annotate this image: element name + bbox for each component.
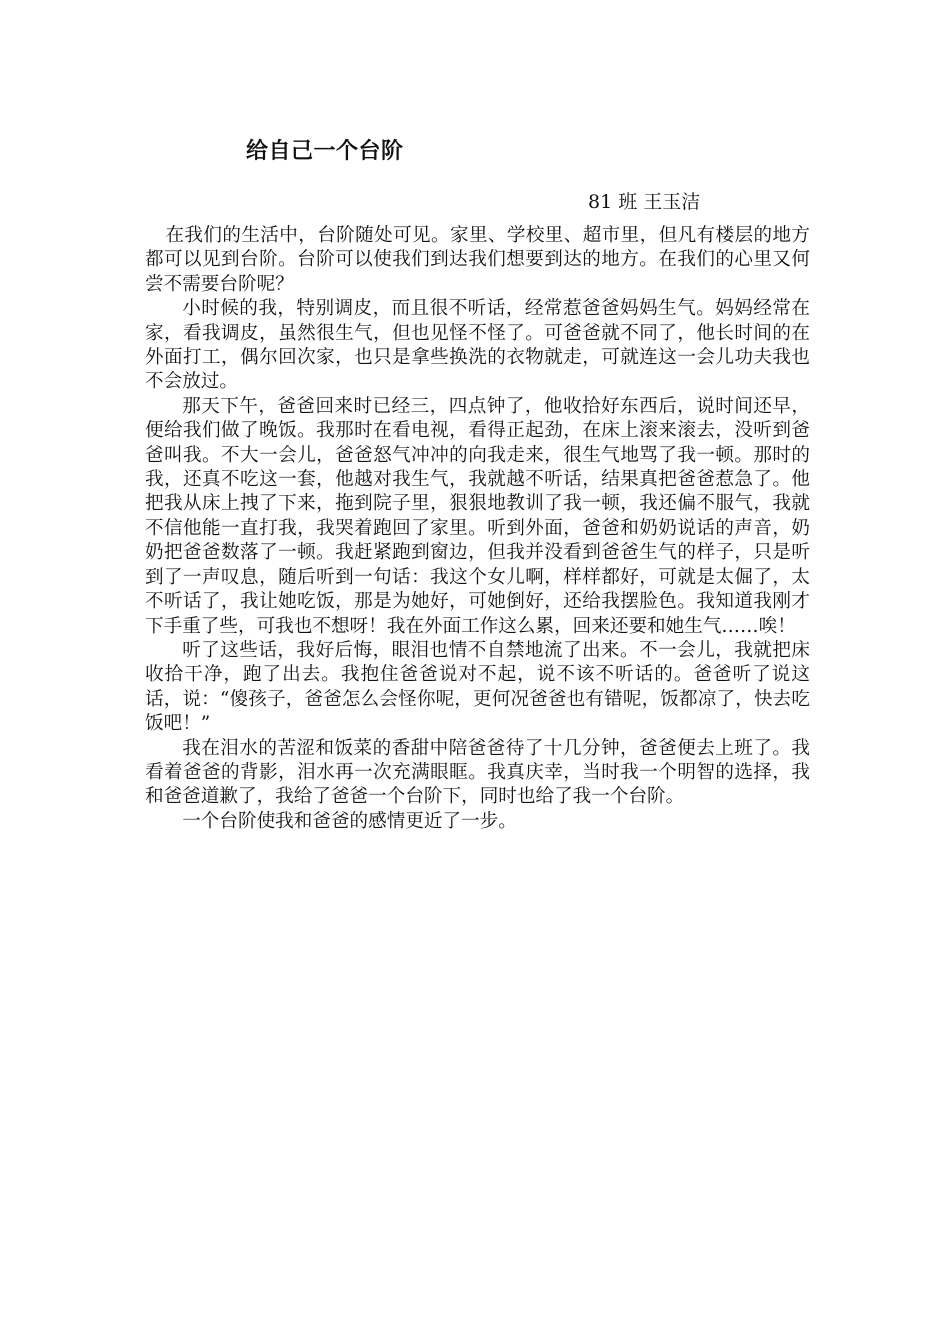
essay-body — [145, 224, 810, 834]
paragraph-2: 小时候的我，特别调皮，而且很不听话，经常惹爸爸妈妈生气。妈妈经常在家，看我调皮，虽然很生气，但也见怪不怪了。可爸爸就不同了，他长时间的在外面打工，偶尔回次家，也只是拿些换洗的衣物就走，可就连这一会儿功夫我也不会放过。 — [145, 298, 810, 393]
paragraph-1: 在我们的生活中，台阶随处可见。家里、学校里、超市里，但凡有楼层的地方都可以见到台阶。台阶可以使我们到达我们想要到达的地方。在我们的心里又何尝不需要台阶呢？ — [145, 225, 810, 295]
paragraph-6: 一个台阶使我和爸爸的感情更近了一步。 — [182, 810, 517, 832]
paragraph-5: 我在泪水的苦涩和饭菜的香甜中陪爸爸待了十几分钟，爸爸便去上班了。我看着爸爸的背影，泪水再一次充满眼眶。我真庆幸，当时我一个明智的选择，我和爸爸道歉了，我给了爸爸一个台阶下，同时也给了我一个台阶。 — [145, 737, 810, 808]
author-byline: 81 班 王玉洁 — [588, 191, 701, 213]
paragraph-4: 听了这些话，我好后悔，眼泪也情不自禁地流了出来。不一会儿，我就把床收拾干净，跑了出去。我抱住爸爸说对不起，说不该不听话的。爸爸听了说这话，说：“傻孩子，爸爸怎么会怪你呢，更何况爸爸也有错呢，饭都凉了，快去吃饭吧！” — [145, 639, 810, 735]
essay-title: 给自己一个台阶 — [246, 138, 404, 164]
paragraph-3: 那天下午，爸爸回来时已经三，四点钟了，他收拾好东西后，说时间还早，便给我们做了晚饭。我那时在看电视，看得正起劲，在床上滚来滚去，没听到爸爸叫我。不大一会儿，爸爸怒气冲冲的向我走来，很生气地骂了我一顿。那时的我，还真不吃这一套，他越对我生气，我就越不听话，结果真把爸爸惹急了。他把我从床上拽了下来，拖到院子里，狠狠地教训了我一顿，我还偏不服气，我就不信他能一直打我，我哭着跑回了家里。听到外面，爸爸和奶奶说话的声音，奶奶把爸爸数落了一顿。我赶紧跑到窗边，但我并没看到爸爸生气的样子，只是听到了一声叹息，随后听到一句话：我这个女儿啊，样样都好，可就是太倔了，太不听话了，我让她吃饭，那是为她好，可她倒好，还给我摆脸色。我知道我刚才下手重了些，可我也不想呀！我在外面工作这么累，回来还要和她生气……唉！ — [145, 395, 810, 637]
